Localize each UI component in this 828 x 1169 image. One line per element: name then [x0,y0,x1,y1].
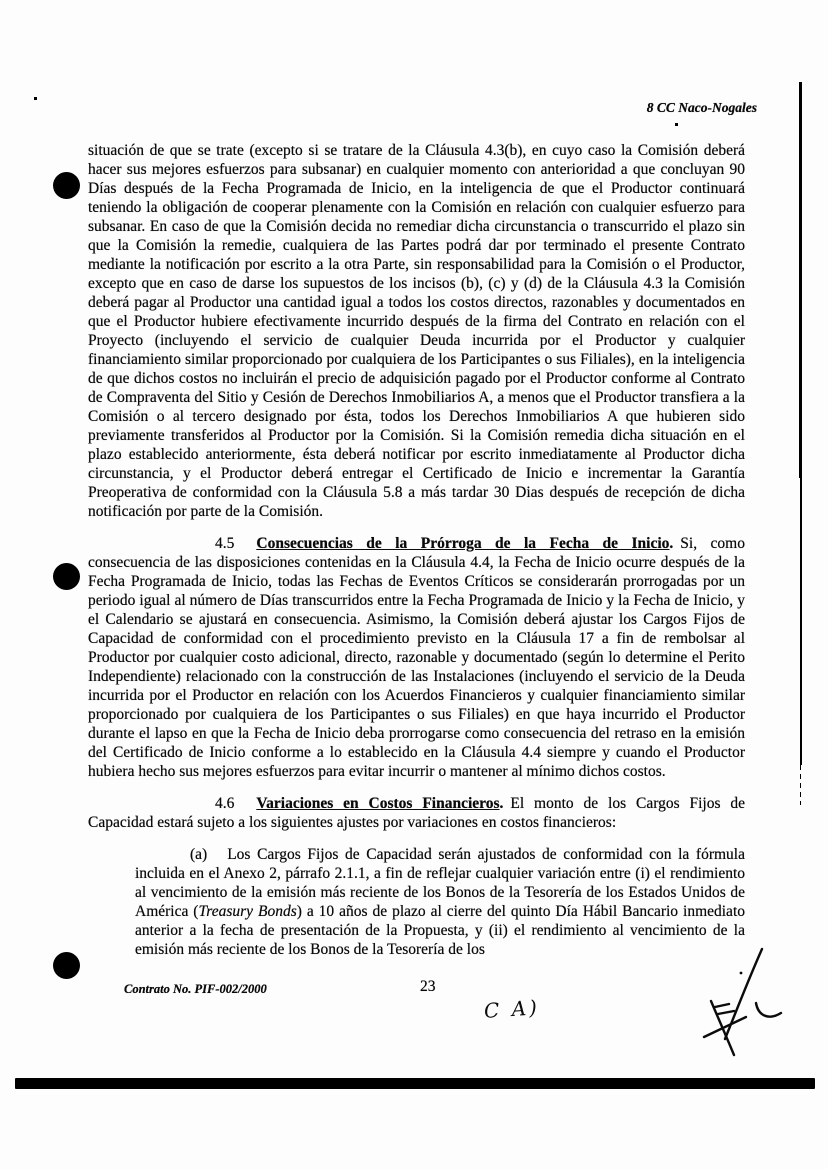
section-heading: Variaciones en Costos Financieros [256,795,500,812]
contract-body-text [88,141,745,959]
section-number: 4.5 [215,535,235,552]
page-edge-line [799,82,802,478]
section-4-5 [88,534,745,781]
signature-icon [688,943,818,1065]
page-edge-line [800,478,802,765]
clause-a [135,845,745,959]
section-heading-punct: . [669,535,674,552]
clause-text: Los Cargos Fijos de Capacidad serán ajustados de conformidad con la fórmula incluida en el Anexo 2, párrafo 2.1.1, a fin de reflejar cualquier variación entre (i) el rendimiento al vencimiento de la emisión más reciente de los Bonos de la Tesorería de los Estados Unidos de América ( [135,846,745,920]
section-heading: Consecuencias de la Prórroga de la Fecha de Inicio [256,535,670,552]
clause-label: (a) [190,846,208,863]
paragraph-continuation: situación de que se trate (excepto si se tratare de la Cláusula 4.3(b), en cuyo caso la Comisión deberá hacer sus mejores esfuerzos para subsanar) en cualquier momento con anterioridad a que concluyan 90 Días después de la Fecha Programada de Inicio, en la inteligencia de que el Productor continuará teniendo la obligación de cooperar plenamente con la Comisión en relación con cualquier esfuerzo para subsanar. En caso de que la Comisión decida no remediar dicha circunstancia o transcurrido el plazo sin que la Comisión la remedie, cualquiera de las Partes podrá dar por terminado el presente Contrato mediante la notificación por escrito a la otra Parte, sin responsabilidad para la Comisión o el Productor, excepto que en caso de darse los supuestos de los incisos (b), (c) y (d) de la Cláusula 4.3 la Comisión deberá pagar al Productor una cantidad igual a todos los costos directos, razonables y documentados en que el Productor hubiere efectivamente incurrido después de la firma del Contrato en relación con el Proyecto (incluyendo el servicio de cualquier Deuda incurrida por el Productor y cualquier financiamiento similar proporcionado por cualquiera de los Participantes o sus Filiales), en la inteligencia de que dichos costos no incluirán el precio de adquisición pagado por el Productor conforme al Contrato de Compraventa del Sitio y Cesión de Derechos Inmobiliarios A, a menos que el Productor transfiera a la Comisión o al tercero designado por ésta, todos los Derechos Inmobiliarios A que hubieren sido previamente transferidos al Productor por la Comisión. Si la Comisión remedia dicha situación en el plazo establecido anteriormente, ésta deberá notificar por escrito inmediatamente al Productor dicha circunstancia, y el Productor deberá entregar el Certificado de Inicio e incrementar la Garantía Preoperativa de conformidad con la Cláusula 5.8 a más tardar 30 Dias después de recepción de dicha notificación por parte de la Comisión. [88,142,745,520]
hole-punch-mark [53,952,80,979]
scan-artifact-bar [15,1078,815,1089]
hole-punch-mark [53,172,80,199]
footer-contract-number: Contrato No. PIF-002/2000 [124,982,267,996]
clause-text: ) a 10 años de plazo al cierre del quinto Día Hábil Bancario inmediato anterior a la fecha de presentación de la Propuesta, y (ii) el rendimiento al vencimiento de la emisión más reciente de los Bonos de la Tesorería de los [135,903,745,958]
section-number: 4.6 [215,795,235,812]
section-heading-punct: . [499,795,504,812]
section-text: El monto de los Cargos Fijos de Capacidad estará sujeto a los siguientes ajustes por variaciones en costos financieros: [88,795,745,831]
section-text: Si, como consecuencia de las disposiciones contenidas en la Cláusula 4.4, la Fecha de Inicio ocurre después de la Fecha Programada de Inicio, todas las Fechas de Eventos Críticos se considerarán prorrogadas por un periodo igual al número de Días transcurridos entre la Fecha Programada de Inicio y la Fecha de Inicio, y el Calendario se ajustará en consecuencia. Asimismo, la Comisión deberá ajustar los Cargos Fijos de Capacidad de conformidad con el procedimiento previsto en la Cláusula 17 a fin de rembolsar al Productor por cualquier costo adicional, directo, razonable y documentado (según lo determine el Perito Independiente) relacionado con la construcción de las Instalaciones (incluyendo el servicio de la Deuda incurrida por el Productor en relación con los Acuerdos Financieros y cualquier financiamiento similar proporcionado por cualquiera de los Participantes o sus Filiales) en que haya incurrido el Productor durante el lapso en que la Fecha de Inicio deba prorrogarse como consecuencia del retraso en la emisión del Certificado de Inicio conforme a lo establecido en la Cláusula 4.4 siempre y cuando el Productor hubiera hecho sus mejores esfuerzos para evitar incurrir o mantener al mínimo dichos costos. [88,535,745,780]
page-edge-line-dashed [800,765,801,805]
scan-speck [675,123,678,126]
hole-punch-mark [53,563,80,590]
document-reference: 8 CC Naco-Nogales [646,100,757,115]
italic-term: Treasury Bonds [198,903,297,920]
section-4-6 [88,794,745,832]
page-number: 23 [420,978,436,995]
scan-speck [34,97,37,100]
handwritten-annotation: C A) [483,995,541,1023]
